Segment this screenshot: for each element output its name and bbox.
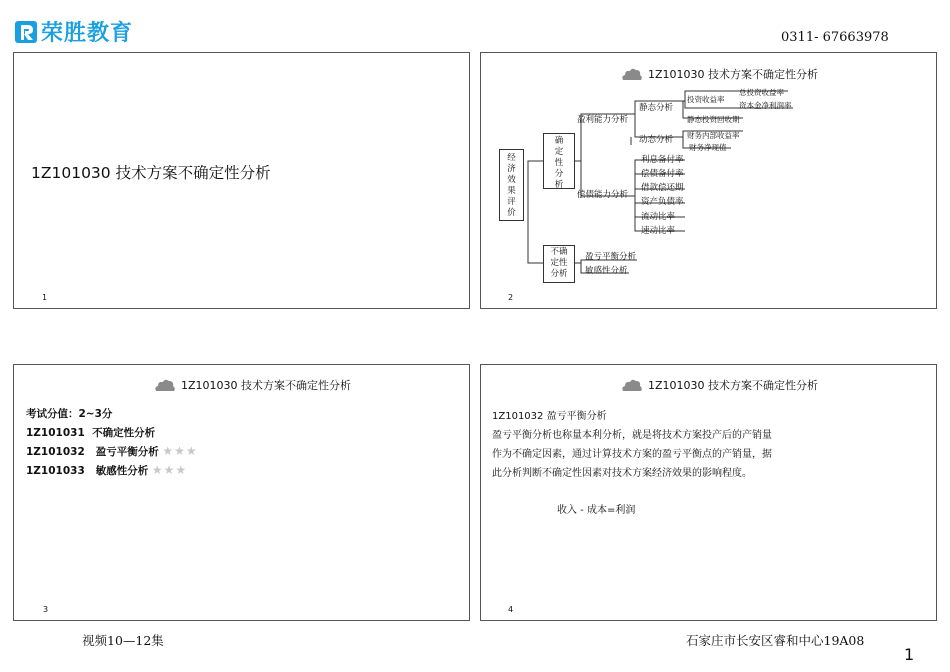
cloud-icon [621,378,643,392]
slide-1-title: 1Z101030 技术方案不确定性分析 [31,164,271,182]
mindmap-uncertain [543,245,575,283]
body-line: 作为不确定因素，通过计算技术方案的盈亏平衡点的产销量，据 [492,449,772,460]
exam-score: 考试分值：2~3分 [26,408,113,420]
mm-debt-item: 利息备付率 [641,155,684,165]
body-line: 盈亏平衡分析也称量本利分析，就是将技术方案投产后的产销量 [492,430,772,441]
topic-item [26,463,187,478]
mm-debt: 偿债能力分析 [577,190,629,200]
slide-3-header-text: 1Z101030 技术方案不确定性分析 [181,379,352,392]
mm-debt-item: 借款偿还期 [641,183,684,193]
logo-text: 荣胜教育 [41,21,134,46]
mm-total-roi: 总投资收益率 [739,88,784,97]
slide-3-header [154,377,351,393]
mm-capital-profit: 资本金净利润率 [739,101,792,110]
topic-code: 1Z101033 [26,465,85,477]
slide-2-number: 2 [508,293,514,302]
slide-1 [13,52,470,309]
mm-debt-item: 资产负债率 [641,197,684,207]
slide-4-number: 4 [508,605,514,614]
slide-2-header-text: 1Z101030 技术方案不确定性分析 [648,68,819,81]
mindmap-root-label: 经济效果评价 [507,153,516,218]
topic-code: 1Z101032 [26,446,85,458]
mm-debt-item: 速动比率 [641,226,676,236]
slide-4 [480,364,937,621]
formula: 收入 - 成本=利润 [557,505,636,516]
mm-debt-item: 流动比率 [641,212,676,222]
mindmap-root [499,149,524,221]
mm-breakeven: 盈亏平衡分析 [585,252,637,262]
body-line: 此分析判断不确定性因素对技术方案经济效果的影响程度。 [492,468,752,479]
mm-static: 静态分析 [639,103,674,113]
mindmap-uncertain-label: 不确定性分析 [550,247,568,279]
slide-3 [13,364,470,621]
topic-label: 盈亏平衡分析 [95,446,159,458]
mindmap-certain-label: 确定性分析 [554,136,564,190]
logo-mark-icon [14,20,38,44]
slide-1-number: 1 [42,293,48,302]
slide-4-header-text: 1Z101030 技术方案不确定性分析 [648,379,819,392]
topic-item [26,425,155,440]
page-number: 1 [904,645,915,664]
mm-static-payback: 静态投资回收期 [687,115,740,124]
mm-debt-item: 偿债备付率 [641,169,684,179]
mm-fnpv: 财务净现值 [689,143,727,152]
cloud-icon [154,378,176,392]
mm-roi: 投资收益率 [687,95,725,104]
star-rating: ★★★ [151,463,188,477]
slide-4-subtitle: 1Z101032 盈亏平衡分析 [492,411,607,422]
slide-4-header [621,377,818,393]
topic-code: 1Z101031 [26,427,85,439]
topic-label: 不确定性分析 [92,427,156,439]
phone-number: 0311- 67663978 [781,30,889,45]
mm-profit: 盈利能力分析 [577,115,629,125]
footer-left: 视频10—12集 [82,633,164,648]
mm-firr: 财务内部收益率 [687,131,740,140]
mindmap-certain [543,133,575,189]
topic-label: 敏感性分析 [95,465,149,477]
topic-item [26,444,198,459]
mm-dynamic: 动态分析 [639,135,674,145]
star-rating: ★★★ [162,444,198,458]
logo [14,16,133,47]
mm-sensitivity: 敏感性分析 [585,266,628,276]
footer-right: 石家庄市长安区睿和中心19A08 [686,633,865,648]
slide-2 [480,52,937,309]
slide-3-number: 3 [43,605,49,614]
